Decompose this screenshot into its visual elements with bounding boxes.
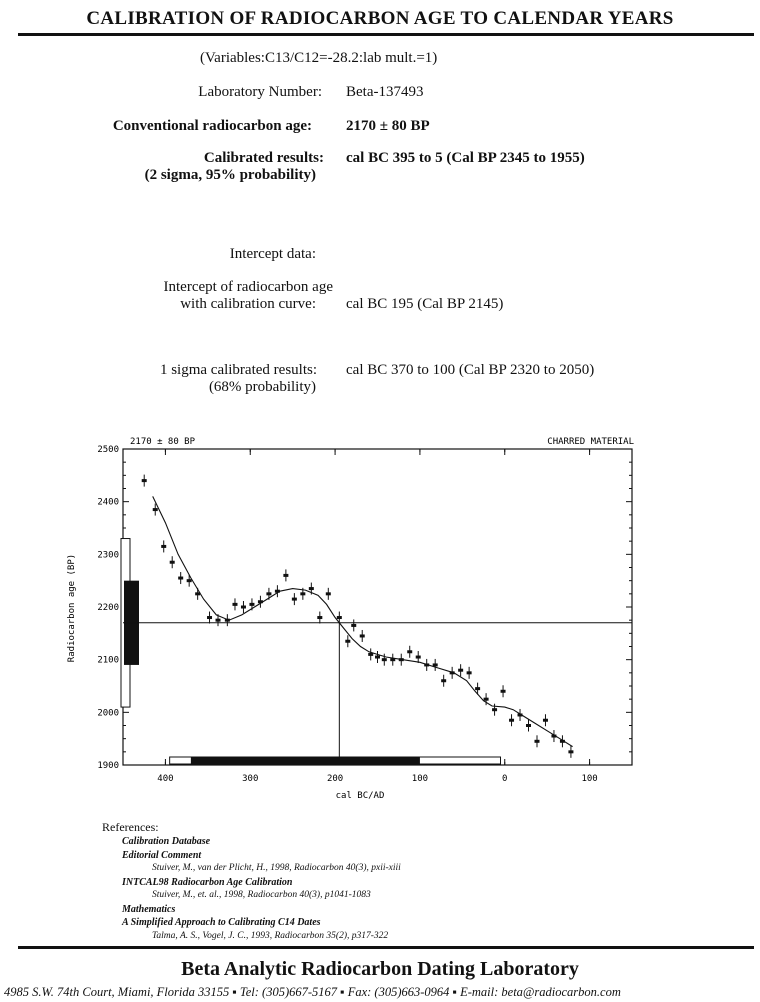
sigma1-cal-bar [191,757,420,764]
data-point [509,719,514,722]
reference-line: INTCAL98 Radiocarbon Age Calibration [122,876,293,888]
data-point [283,574,288,577]
data-point [382,658,387,661]
data-point [568,750,573,753]
reference-line: Stuiver, M., et. al., 1998, Radiocarbon 40(3), p1041-1083 [152,890,371,900]
data-point [249,603,254,606]
data-point [195,592,200,595]
data-point [475,687,480,690]
data-point [161,545,166,548]
data-point [360,634,365,637]
data-point [543,719,548,722]
chart-x-axis-title: cal BC/AD [335,791,385,801]
data-point [399,658,404,661]
data-point [534,740,539,743]
lab-number-value: Beta-137493 [346,84,424,100]
x-tick-label: 200 [326,774,344,784]
chart-material-label: CHARRED MATERIAL [547,437,634,447]
data-point [351,624,356,627]
data-point [375,656,380,659]
references-heading: References: [102,820,159,834]
data-point [326,592,331,595]
sigma1-label-2: (68% probability) [208,379,316,395]
y-tick-label: 2200 [97,603,119,613]
footer-lab-name: Beta Analytic Radiocarbon Dating Laboratory [181,958,579,980]
lab-number-label: Laboratory Number: [198,84,322,100]
reference-line: Stuiver, M., van der Plicht, H., 1998, Radiocarbon 40(3), pxii-xiii [152,863,401,873]
footer-address: 4985 S.W. 74th Court, Miami, Florida 33155 ▪ Tel: (305)667-5167 ▪ Fax: (305)663-0964 ▪ E-mail: beta@radiocarbon.com [4,985,621,999]
data-point [317,616,322,619]
data-point [266,592,271,595]
page-title: CALIBRATION OF RADIOCARBON AGE TO CALENDAR YEARS [86,8,674,29]
data-point [258,600,263,603]
y-tick-label: 2000 [97,708,119,719]
data-point [232,603,237,606]
data-point [178,577,183,580]
data-point [300,592,305,595]
chart-sample-label: 2170 ± 80 BP [130,437,196,447]
x-tick-label: 400 [157,774,174,784]
data-point [433,663,438,666]
y-tick-label: 2500 [97,445,119,455]
data-point [518,713,523,716]
reference-line: Calibration Database [122,836,211,847]
intercept-value: cal BC 195 (Cal BP 2145) [346,296,504,312]
data-point [275,590,280,593]
data-point [416,656,421,659]
y-tick-label: 2400 [97,497,119,508]
x-tick-label: 300 [242,774,259,784]
intercept-data-label: Intercept data: [229,246,316,262]
data-point [207,616,212,619]
x-tick-label: 100 [581,774,598,784]
y-tick-label: 2300 [97,550,119,561]
data-point [216,619,221,622]
data-point [441,679,446,682]
calibration-chart [60,430,650,808]
data-point [390,658,395,661]
title-rule [18,33,754,36]
reference-line: Talma, A. S., Vogel, J. C., 1993, Radiocarbon 35(2), p317-322 [152,930,389,941]
data-point [526,724,531,727]
x-tick-label: 0 [502,774,508,784]
data-point [458,669,463,672]
conv-age-value: 2170 ± 80 BP [346,118,430,134]
data-point [345,640,350,643]
chart-y-axis-title: Radiocarbon age (BP) [67,553,77,663]
data-point [501,690,506,693]
data-point [187,579,192,582]
data-point [407,650,412,653]
references-list [122,836,401,944]
data-point [337,616,342,619]
data-point [292,598,297,601]
sigma1-label-1: 1 sigma calibrated results: [159,362,317,378]
variables-text: (Variables:C13/C12=-28.2:lab mult.=1) [200,50,438,66]
reference-line: A Simplified Approach to Calibrating C14 Dates [122,917,321,928]
chart-plot-area [97,445,632,784]
reference-line: Mathematics [122,903,176,915]
data-point [551,735,556,738]
data-point [560,740,565,743]
data-point [241,606,246,609]
data-point [467,671,472,674]
x-tick-label: 100 [411,774,429,784]
sigma1-value: cal BC 370 to 100 (Cal BP 2320 to 2050) [346,362,595,378]
intercept-label-2: with calibration curve: [180,296,316,312]
data-point [368,653,373,656]
reference-line: Editorial Comment [122,849,202,861]
y-tick-label: 2100 [97,655,119,666]
calib-label-1: Calibrated results: [203,150,324,166]
calib-value: cal BC 395 to 5 (Cal BP 2345 to 1955) [346,150,585,166]
data-point [492,708,497,711]
data-point [142,479,147,482]
intercept-label-1: Intercept of radiocarbon age [163,279,333,295]
data-point [309,587,314,590]
y-tick-label: 1900 [97,761,119,771]
data-point [153,508,158,511]
conv-age-label: Conventional radiocarbon age: [112,118,312,134]
footer-rule [18,946,754,949]
data-point [424,663,429,666]
calib-label-2: (2 sigma, 95% probability) [144,167,316,183]
data-point [225,619,230,622]
data-point [484,698,489,701]
data-point [170,561,175,564]
data-point [450,671,455,674]
chart-frame [123,449,632,765]
